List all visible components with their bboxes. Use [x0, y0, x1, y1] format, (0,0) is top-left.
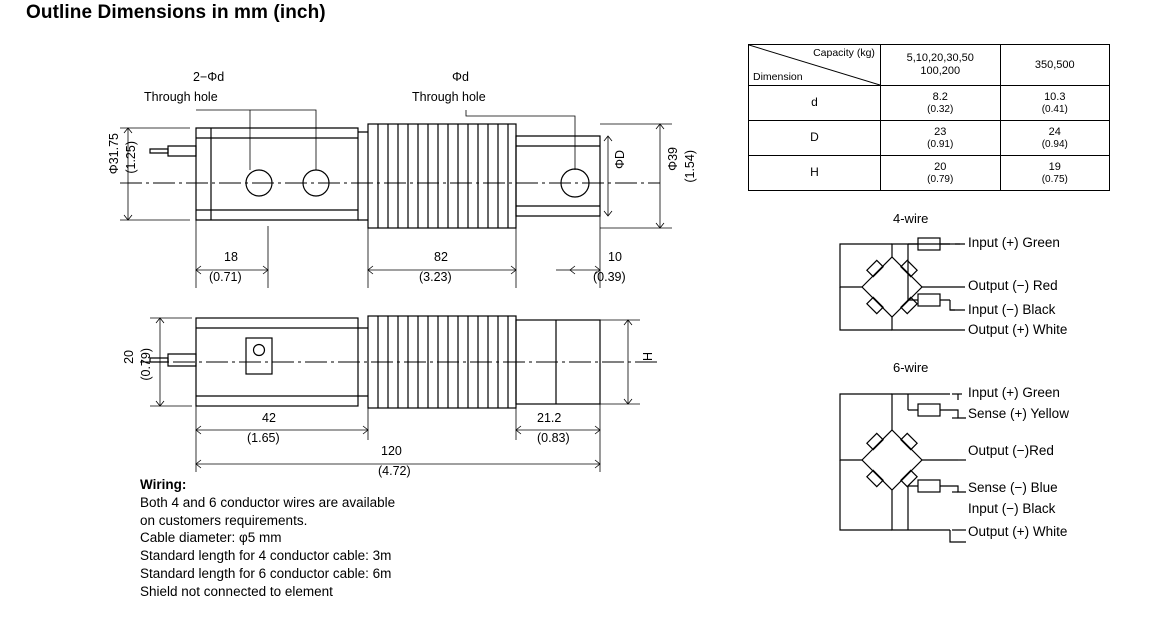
cell-D-col1	[880, 121, 1000, 156]
cell-value-inch: (0.75)	[1041, 173, 1068, 185]
header-dimension-label: Dimension	[753, 70, 803, 83]
six-wire-lead-1: Input (+) Green	[968, 385, 1060, 400]
table-corner-cell	[749, 45, 881, 86]
dimension-spec-table	[748, 44, 1110, 191]
six-wire-lead-6: Output (+) White	[968, 524, 1068, 539]
four-wire-lead-1: Input (+) Green	[968, 235, 1060, 250]
table-row	[749, 86, 1110, 121]
cell-value-inch: (0.94)	[1041, 138, 1068, 150]
dim-20: 20	[122, 350, 136, 364]
dim-10-inch: (0.39)	[593, 270, 626, 284]
wiring-note-line: Standard length for 6 conductor cable: 6m	[140, 566, 392, 582]
cell-H-col1	[880, 156, 1000, 191]
row-label-H: H	[749, 156, 881, 191]
four-wire-title: 4-wire	[893, 211, 929, 226]
cell-value-mm: 8.2	[932, 90, 948, 103]
callout-phi-d: Φd	[452, 70, 469, 84]
table-header-col-1	[880, 45, 1000, 86]
cell-d-col1	[880, 86, 1000, 121]
wiring-notes	[140, 476, 395, 601]
dim-21-2: 21.2	[537, 411, 562, 425]
dim-18-inch: (0.71)	[209, 270, 242, 284]
cell-value-mm: 19	[1048, 160, 1061, 173]
dim-phi-39: Φ39	[666, 147, 680, 171]
dim-120: 120	[381, 444, 402, 458]
header-col2-line1: 350,500	[1034, 58, 1075, 71]
cell-value-mm: 10.3	[1044, 90, 1066, 103]
dim-82-inch: (3.23)	[419, 270, 452, 284]
cell-value-mm: 24	[1048, 125, 1061, 138]
four-wire-lead-3: Input (−) Black	[968, 302, 1056, 317]
dim-21-2-inch: (0.83)	[537, 431, 570, 445]
wiring-note-line: Shield not connected to element	[140, 583, 333, 599]
header-col1-line2: 100,200	[920, 65, 961, 77]
wiring-note-line: Both 4 and 6 conductor wires are available	[140, 494, 396, 510]
cell-value-mm: 20	[934, 160, 947, 173]
table-header-col-2	[1000, 45, 1109, 86]
wiring-note-line: Standard length for 4 conductor cable: 3m	[140, 548, 392, 564]
cell-value-inch: (0.79)	[927, 173, 954, 185]
dim-18: 18	[224, 250, 238, 264]
dim-phi-D: ΦD	[613, 150, 627, 170]
header-capacity-label: Capacity (kg)	[813, 47, 875, 59]
wiring-note-line: Cable diameter: φ5 mm	[140, 530, 282, 546]
callout-through-hole-right: Through hole	[412, 90, 486, 104]
dim-H: H	[641, 352, 655, 362]
table-header-row	[749, 45, 1110, 86]
dim-120-inch: (4.72)	[378, 464, 411, 478]
six-wire-lead-4: Sense (−) Blue	[968, 480, 1058, 495]
header-col1-line1: 5,10,20,30,50	[906, 52, 974, 65]
cell-value-inch: (0.91)	[927, 138, 954, 150]
four-wire-lead-4: Output (+) White	[968, 322, 1068, 337]
cell-value-inch: (0.32)	[927, 103, 954, 115]
wiring-note-line: on customers requirements.	[140, 512, 308, 528]
row-label-D: D	[749, 121, 881, 156]
dim-phi-39-inch: (1.54)	[683, 150, 697, 183]
cell-H-col2	[1000, 156, 1109, 191]
dim-20-inch: (0.79)	[139, 348, 153, 381]
callout-2-phi-d: 2−Φd	[193, 70, 225, 84]
row-label-d: d	[749, 86, 881, 121]
table-row	[749, 156, 1110, 191]
cell-value-inch: (0.41)	[1041, 103, 1068, 115]
wiring-notes-heading: Wiring:	[140, 477, 187, 492]
dim-42: 42	[262, 411, 276, 425]
six-wire-lead-2: Sense (+) Yellow	[968, 406, 1069, 421]
six-wire-lead-5: Input (−) Black	[968, 501, 1056, 516]
callout-through-hole-left: Through hole	[144, 90, 218, 104]
dim-42-inch: (1.65)	[247, 431, 280, 445]
dim-82: 82	[434, 250, 448, 264]
dim-phi-31-75: Φ31.75	[107, 133, 121, 175]
four-wire-lead-2: Output (−) Red	[968, 278, 1058, 293]
six-wire-lead-3: Output (−)Red	[968, 443, 1054, 458]
page-title: Outline Dimensions in mm (inch)	[26, 2, 326, 23]
dim-10: 10	[608, 250, 622, 264]
cell-D-col2	[1000, 121, 1109, 156]
dim-phi-31-75-inch: (1.25)	[124, 141, 138, 174]
cell-d-col2	[1000, 86, 1109, 121]
table-row	[749, 121, 1110, 156]
load-cell-outline-drawing	[0, 20, 740, 490]
six-wire-title: 6-wire	[893, 360, 929, 375]
cell-value-mm: 23	[934, 125, 947, 138]
